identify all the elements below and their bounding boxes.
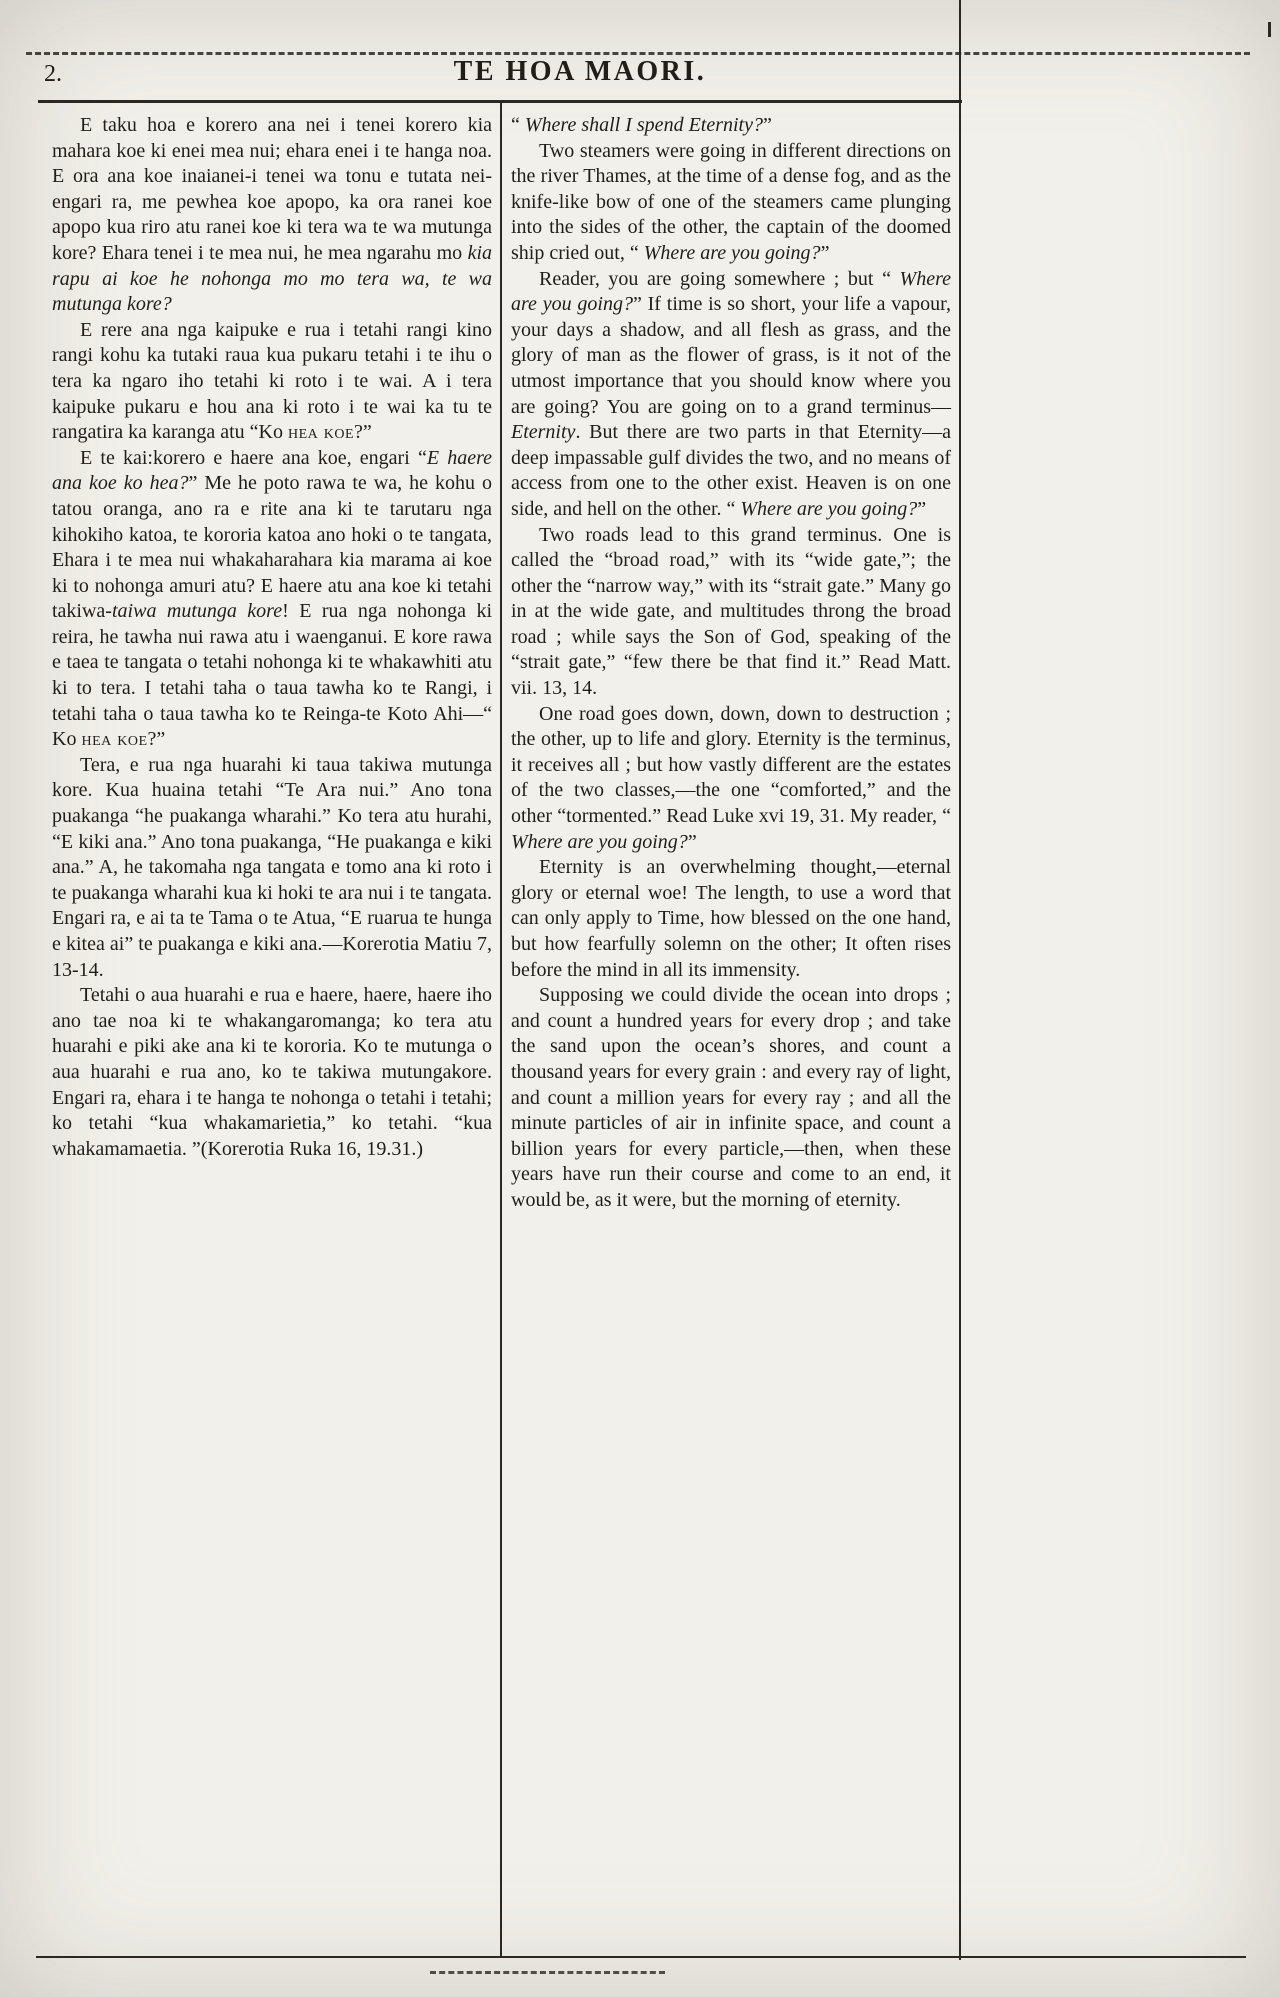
text-run: Supposing we could divide the ocean into drops ; and count a hundred years for every drop ; and take the sand upon the ocean’s shores, and count a thousand years for every grain : and every ray of light, and count a million years for every ray ; and all the minute particles of air in infinite space, and count a billion years for every particle,—then, when these years have run their course and come to an end, it would be, as it were, but the morning of eternity.	[511, 984, 951, 1211]
paragraph	[52, 753, 492, 983]
italic-text-run: E haere ana koe ko hea?	[52, 446, 493, 495]
text-run: ?”	[354, 421, 372, 444]
smallcaps-text-run: hea koe	[81, 728, 148, 751]
column-english-text	[511, 113, 951, 1214]
column-divider-rule	[500, 103, 502, 1956]
text-run: ”	[763, 114, 772, 136]
text-run: ?”	[147, 728, 166, 751]
italic-text-run: Eternity	[511, 421, 576, 444]
text-run: . But there are two parts in that Eternity—a deep impassable gulf divides the two, and no means of access from one to the other exist. Heaven is on one side, and hell on the other. “	[511, 421, 951, 520]
scan-artifact-mark	[1268, 22, 1271, 37]
italic-text-run: Where shall I spend Eternity?	[524, 114, 763, 136]
right-frame-rule	[959, 0, 961, 1960]
paragraph	[511, 113, 951, 139]
paragraph	[511, 983, 951, 1213]
paragraph	[511, 855, 951, 983]
text-run: ”	[917, 497, 927, 520]
text-run: Tetahi o aua huarahi e rua e haere, haere, haere iho ano tae noa ki te whakangaromanga; ko tera atu huarahi e piki ake ana ki te kororia. Ko te mutunga o aua huarahi e rua ano, ko te takiwa mutungakore. Engari ra, ehara i te hanga te nohonga o tetahi i tetahi; ko tetahi “kua whakamarietia,” ko tetahi. “kua whakamamaetia. ”(Korerotia Ruka 16, 19.31.)	[52, 984, 492, 1160]
top-dashed-rule	[26, 52, 1250, 55]
paragraph	[52, 113, 492, 318]
column-maori-text	[52, 113, 492, 1162]
bottom-rule	[36, 1956, 1246, 1958]
paragraph	[52, 446, 492, 753]
text-run: ” Me he poto rawa te wa, he kohu o tatou oranga, ano ra e rite ana ki te tarutaru nga kihokiho katoa, te kororia katoa ano hoki o te tangata, Ehara i te mea nui whakaharahara kia marama ai koe ki to nohonga amuri atu? E haere atu ana koe ki tetahi takiwa-	[52, 472, 492, 623]
paragraph	[511, 139, 951, 267]
paragraph	[511, 267, 951, 523]
paragraph	[511, 702, 951, 856]
text-run: ”	[820, 241, 830, 264]
text-run: ”	[687, 830, 697, 853]
paragraph	[511, 523, 951, 702]
text-run: E rere ana nga kaipuke e rua i tetahi rangi kino rangi kohu ka tutaki raua kua pukaru tetahi i te ihu o tera ka ngaro iho tetahi ki roto i te wai. A i tera kaipuke pukaru e hou ana ki roto i te wai ka tu te rangatira ka karanga atu “Ko	[52, 318, 492, 444]
text-run: E te kai:korero e haere ana koe, engari “	[80, 446, 427, 469]
text-run: E taku hoa e korero ana nei i tenei korero kia mahara koe ki enei mea nui; ehara enei i te hanga noa. E ora ana koe inaianei-i tenei wa tonu e tutata nei-engari ra, me pewhea koe apopo, ka ora ranei koe apopo kua riro atu ranei koe ki tera wa te wa mutunga kore? Ehara tenei i te mea nui, he mea ngarahu mo	[52, 114, 492, 264]
text-run: Two roads lead to this grand terminus. One is called the “broad road,” with its “wide gate,”; the other the “narrow way,” with its “strait gate.” Many go in at the wide gate, and multitudes throng the broad road ; while says the Son of God, speaking of the “strait gate,” “few there be that find it.” Read Matt. vii. 13, 14.	[511, 523, 951, 700]
text-run: One road goes down, down, down to destruction ; the other, up to life and glory. Eternity is the terminus, it receives all ; but how vastly different are the estates of the two classes,—the one “comforted,” and the other “tormented.” Read Luke xvi 19, 31. My reader, “	[511, 702, 951, 828]
bottom-dashed-rule	[430, 1971, 665, 1974]
text-run: ! E rua nga nohonga ki reira, he tawha nui rawa atu i waenganui. E kore rawa e taea te tangata o tetahi nohonga ki te whakawhiti atu ki to tera. I tetahi taha o taua tawha ko te Rangi, i tetahi taha o taua tawha ko te Reinga-te Koto Ahi—“ Ko	[52, 600, 492, 751]
page-number: 2.	[44, 61, 62, 87]
text-run: Two steamers were going in different directions on the river Thames, at the time of a dense fog, and as the knife-like bow of one of the steamers came plunging into the sides of the other, the captain of the doomed ship cried out, “	[511, 139, 951, 264]
italic-text-run: kia rapu ai koe he nohonga mo mo tera wa, te wa mutunga kore?	[52, 241, 492, 316]
page-title: TE HOA MAORI.	[453, 56, 707, 87]
text-run: Eternity is an overwhelming thought,—eternal glory or eternal woe! The length, to use a word that can only apply to Time, how blessed on the one hand, but how fearfully solemn on the other; It often rises before the mind in all its immensity.	[511, 856, 951, 981]
text-run: Reader, you are going somewhere ; but “	[539, 267, 900, 290]
italic-text-run: Where are you going?	[511, 267, 951, 316]
italic-text-run: Where are you going?	[511, 830, 688, 853]
text-run: “	[511, 114, 525, 136]
text-run: ” If time is so short, your life a vapour, your days a shadow, and all flesh as grass, and the glory of man as the flower of grass, is it not of the utmost importance that you should know where you are going? You are going on to a grand terminus—	[511, 293, 951, 418]
paragraph	[52, 983, 492, 1162]
text-run: Tera, e rua nga huarahi ki taua takiwa mutunga kore. Kua huaina tetahi “Te Ara nui.” Ano tona puakanga “he puakanga wharahi.” Ko tera atu hurahi, “E kiki ana.” Ano tona puakanga, “He puakanga e kiki ana.” A, he takomaha nga tangata e tomo ana ki roto i te puakanga wharahi kua ki hoki te ara nui i te tangata. Engari ra, e ai ta te Tama o te Atua, “E ruarua te hunga e kitea ai” te puakanga e kiki ana.—Korerotia Matiu 7, 13-14.	[52, 753, 492, 981]
italic-text-run: Where are you going?	[643, 241, 821, 264]
smallcaps-text-run: hea koe	[288, 421, 355, 444]
italic-text-run: taiwa mutunga kore	[111, 600, 283, 623]
paragraph	[52, 318, 492, 446]
italic-text-run: Where are you going?	[740, 497, 918, 520]
